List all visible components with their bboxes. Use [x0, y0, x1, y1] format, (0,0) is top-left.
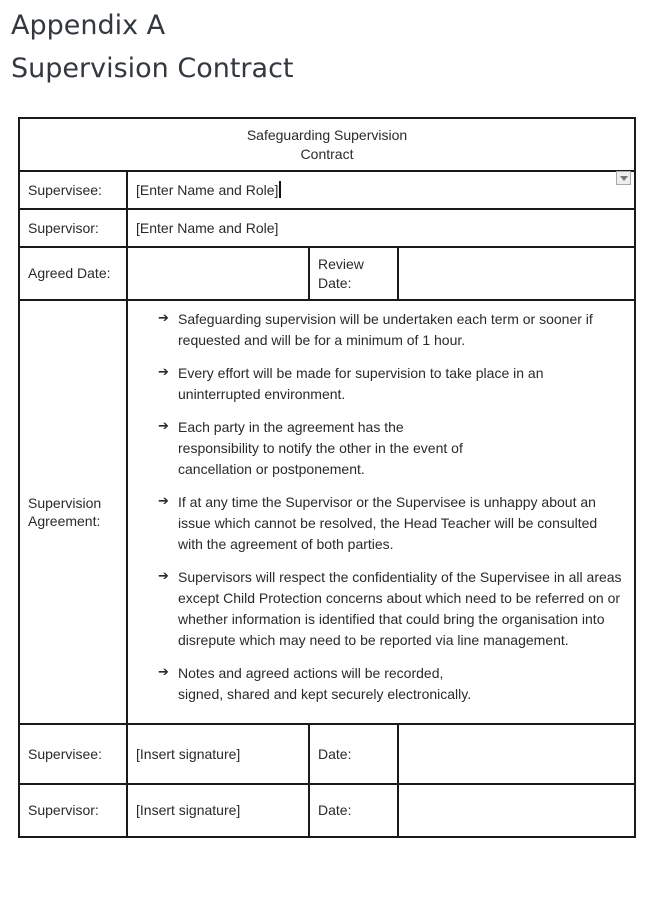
- caption-line-2: Contract: [300, 145, 354, 162]
- supervisor-label: Supervisor:: [19, 209, 127, 247]
- arrow-right-icon: ➔: [158, 311, 169, 326]
- arrow-right-icon: ➔: [158, 494, 169, 509]
- list-item: [158, 567, 624, 651]
- agreement-list: [158, 309, 624, 705]
- arrow-right-icon: ➔: [158, 365, 169, 380]
- supervisor-signature-field[interactable]: [Insert signature]: [127, 784, 309, 837]
- list-item: [158, 309, 624, 351]
- agreed-date-label: Agreed Date:: [19, 247, 127, 300]
- review-date-label: [309, 247, 398, 300]
- list-item: [158, 417, 624, 480]
- supervisor-date-label: Date:: [309, 784, 398, 837]
- agreement-terms: [127, 300, 635, 724]
- supervisee-name-field[interactable]: [127, 171, 635, 209]
- list-item: [158, 492, 624, 555]
- agreement-item-text: Notes and agreed actions will be recorded, signed, shared and kept securely electronically.: [178, 665, 472, 702]
- list-item: [158, 663, 624, 705]
- agreement-item-text: Each party in the agreement has the responsibility to notify the other in the event of cancellation or postponement.: [178, 419, 463, 477]
- supervisee-date-label: Date:: [309, 724, 398, 784]
- document-title: Supervision Contract: [11, 53, 294, 84]
- caption-line-1: Safeguarding Supervision: [246, 127, 408, 144]
- review-date-label-line-1: Review: [318, 256, 364, 273]
- supervisee-signature-label: Supervisee:: [19, 724, 127, 784]
- supervisor-signature-label: Supervisor:: [19, 784, 127, 837]
- contract-table: [18, 117, 636, 838]
- supervision-agreement-label: [19, 300, 127, 724]
- supervisee-name-value[interactable]: [Enter Name and Role]: [136, 181, 279, 198]
- appendix-title: Appendix A: [11, 10, 166, 41]
- review-date-label-line-2: Date:: [318, 274, 352, 291]
- review-date-field[interactable]: [398, 247, 635, 300]
- supervisor-name-value[interactable]: [Enter Name and Role]: [136, 219, 279, 236]
- text-cursor: [279, 181, 281, 198]
- list-item: [158, 363, 624, 405]
- supervisor-name-field[interactable]: [127, 209, 635, 247]
- chevron-down-icon[interactable]: [616, 171, 631, 185]
- arrow-right-icon: ➔: [158, 569, 169, 584]
- agreed-date-field[interactable]: [127, 247, 309, 300]
- supervisor-date-field[interactable]: [398, 784, 635, 837]
- supervisee-signature-field[interactable]: [Insert signature]: [127, 724, 309, 784]
- table-caption: [19, 118, 635, 171]
- arrow-right-icon: ➔: [158, 665, 169, 680]
- agreement-label-line-2: Agreement:: [28, 513, 101, 529]
- agreement-item-text: Supervisors will respect the confidentiality of the Supervisee in all areas except Child Protection concerns about which need to be referred on or whether information is identified that could bring the organisation into disrepute which may need to be reported via line management.: [178, 569, 622, 648]
- supervisee-label: Supervisee:: [19, 171, 127, 209]
- agreement-label-line-1: Supervision: [28, 494, 102, 511]
- supervisee-date-field[interactable]: [398, 724, 635, 784]
- agreement-item-text: Safeguarding supervision will be undertaken each term or sooner if requested and will be for a minimum of 1 hour.: [178, 311, 593, 348]
- agreement-item-text: If at any time the Supervisor or the Supervisee is unhappy about an issue which cannot be resolved, the Head Teacher will be consulted with the agreement of both parties.: [178, 494, 598, 552]
- agreement-item-text: Every effort will be made for supervision to take place in an uninterrupted environment.: [178, 365, 544, 402]
- arrow-right-icon: ➔: [158, 419, 169, 434]
